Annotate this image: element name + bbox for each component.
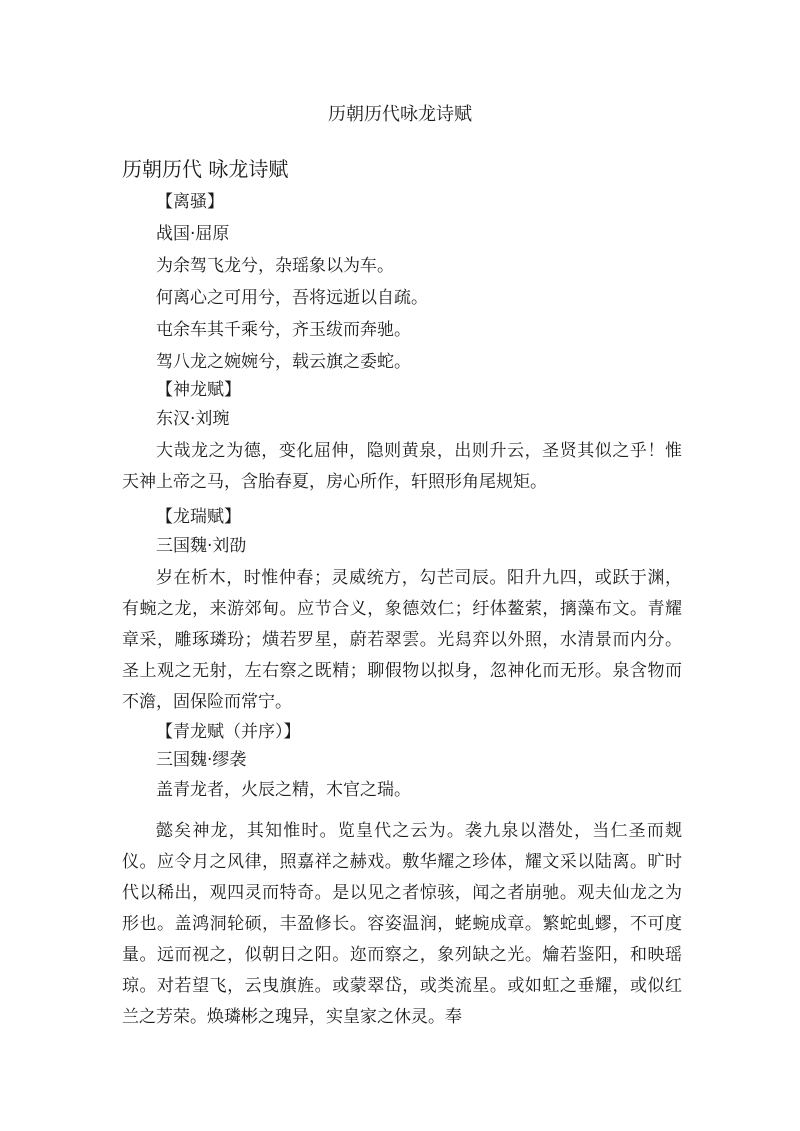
poem-line: 为余驾飞龙兮，杂瑶象以为车。 (156, 256, 394, 276)
poem-line: 何离心之可用兮，吾将远逝以自疏。 (156, 288, 428, 308)
section-heading: 历朝历代 咏龙诗赋 (122, 157, 289, 181)
poem-title-shenlongfu: 【神龙赋】 (156, 380, 241, 400)
poem-title-lisao: 【离骚】 (156, 192, 224, 212)
poem-title-longruifu: 【龙瑞赋】 (156, 507, 241, 527)
poem-author-longruifu: 三国魏·刘劭 (156, 536, 247, 556)
preface-line: 盖青龙者，火辰之精，木官之瑞。 (156, 780, 411, 800)
poem-author-qinglongfu: 三国魏·缪袭 (156, 750, 247, 770)
poem-line: 驾八龙之婉婉兮，载云旗之委蛇。 (156, 352, 411, 372)
poem-title-qinglongfu: 【青龙赋（并序）】 (156, 722, 301, 742)
poem-author-shenlongfu: 东汉·刘琬 (156, 409, 230, 429)
poem-author-lisao: 战国·屈原 (156, 224, 230, 244)
prose-paragraph: 懿矣神龙，其知惟时。览皇代之云为。袭九泉以潜处，当仁圣而觌仪。应令月之风律，照嘉祥之赫戏。敷华耀之珍体，耀文采以陆离。旷时代以稀出，观四灵而特奇。是以见之者惊骇，闻之者崩驰。观夫仙龙之为形也。盖鸿洞轮硕，丰盈修长。容姿温润，蛯蜿成章。繁蛇虬蟉，不可度量。远而视之，似朝日之阳。迩而察之，象列缺之光。爚若鉴阳，和映瑶琼。对若望飞，云曳旗旌。或蒙翠岱，或类流星。或如虹之垂耀，或似红兰之芳荣。焕璘彬之瑰异，实皇家之休灵。奉 (122, 821, 682, 1027)
poem-line: 屯余车其千乘兮，齐玉绂而奔驰。 (156, 320, 411, 340)
document-title: 历朝历代咏龙诗赋 (328, 104, 472, 125)
prose-paragraph: 岁在析木，时惟仲春；灵威统方，勾芒司辰。阳升九四，或跃于渊，有蜿之龙，来游郊甸。应节合义，象德效仁；纡体鳌萦，摛藻布文。青耀章采，雕琢璘玢；熿若罗星，蔚若翠雲。光舄弈以外照，水清景而内分。圣上观之无射，左右察之既精；聊假物以拟身，忽神化而无形。泉含物而不澹，固保险而常宁。 (122, 568, 682, 712)
prose-paragraph: 大哉龙之为德，变化屈伸，隐则黄泉，出则升云，圣贤其似之乎！惟天神上帝之马，含胎春夏，房心所作，轩照形角尾规矩。 (122, 441, 682, 492)
